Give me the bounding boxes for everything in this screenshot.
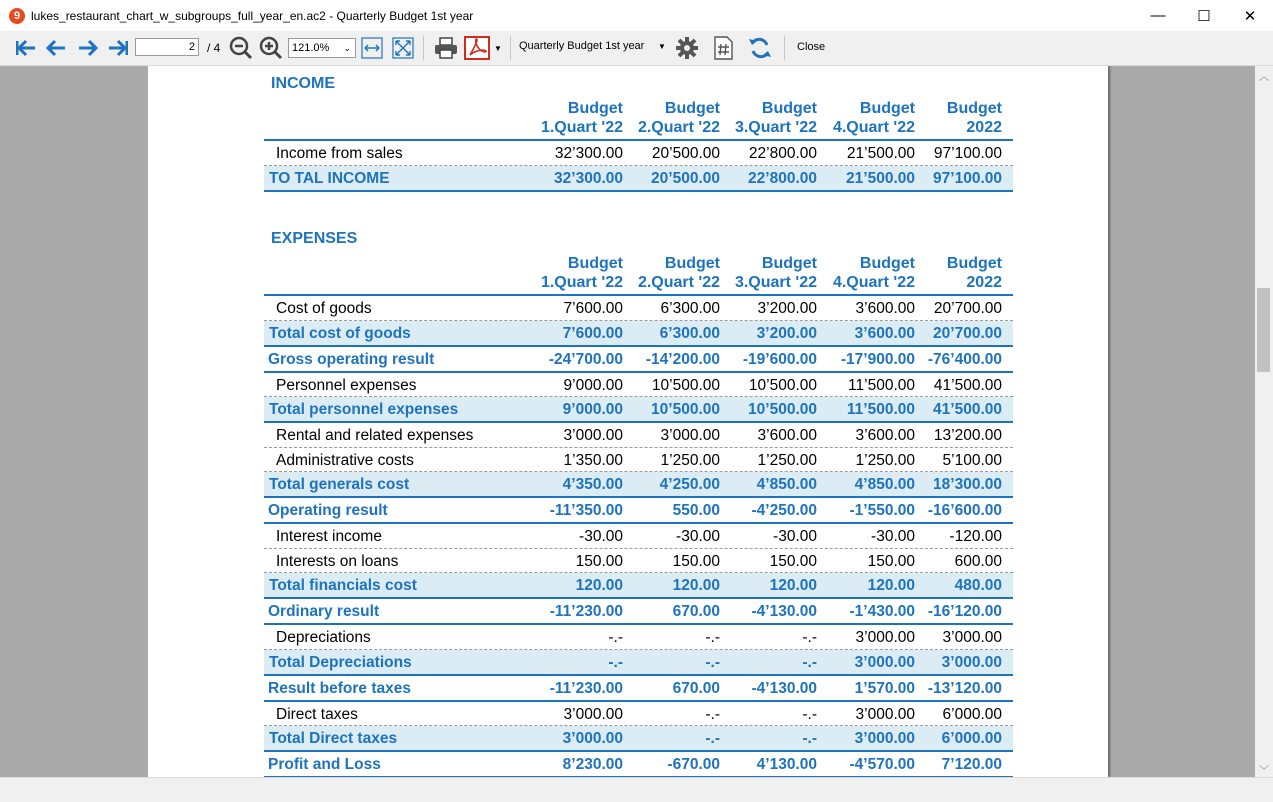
column-header [717,254,817,292]
row-value: 3’000.00 [563,427,623,444]
column-header-bottom: 2022 [966,119,1002,136]
row-value: 4’850.00 [854,476,915,493]
column-header-bottom: 1.Quart '22 [540,274,623,291]
report-name: Quarterly Budget 1st year [519,40,645,52]
row-value: -11’230.00 [549,679,623,697]
row-value: -.- [802,705,817,723]
column-header [717,99,817,137]
table-row [264,524,1013,548]
arrow-left-icon [45,39,67,57]
row-label: Administrative costs [276,451,414,469]
title-bar [0,0,1273,31]
row-value: -11’230.00 [549,603,623,620]
row-value: -.- [705,730,720,747]
column-header-top: Budget [664,255,720,272]
row-value: 8’230.00 [562,756,623,773]
row-value: 480.00 [954,577,1002,594]
column-header-bottom: 1.Quart '22 [540,119,623,136]
column-header-top: Budget [761,100,817,117]
total-row [264,472,1013,496]
row-value: 20’500.00 [651,145,720,162]
row-label: Direct taxes [276,705,358,723]
row-value: 3’600.00 [854,324,915,342]
table-row [264,141,1013,165]
row-value: 4’250.00 [659,476,720,493]
row-value: -1’550.00 [849,502,915,519]
row-value: 4’850.00 [756,476,817,493]
zoom-out-icon [229,36,253,60]
fit-page-icon [392,37,414,59]
window-title: lukes_restaurant_chart_w_subgroups_full_year_en.ac2 - Quarterly Budget 1st year [31,8,474,23]
last-page-icon [107,39,129,57]
column-header-top: Budget [946,100,1002,117]
zoom-in-icon [259,36,283,60]
row-value: 13’200.00 [933,427,1002,444]
zoom-in-button[interactable] [259,36,283,60]
table-row [264,448,1013,472]
row-value: 3’200.00 [756,324,817,342]
row-value: 150.00 [769,552,817,570]
row-value: 6’000.00 [942,705,1002,723]
row-label: Depreciations [276,629,371,646]
row-value: 10’500.00 [748,376,817,394]
row-value: 670.00 [672,603,720,620]
row-value: 7’600.00 [562,324,623,342]
column-header-bottom: 3.Quart '22 [734,274,817,291]
page-total: / 4 [207,41,221,55]
column-header-bottom: 2.Quart '22 [637,119,720,136]
app-logo-icon: 9 [9,8,25,24]
export-pdf-button[interactable] [464,36,490,60]
row-value: -30.00 [579,528,623,545]
row-label: Interest income [276,528,382,545]
row-value: -14’200.00 [645,350,720,368]
row-value: -.- [802,653,817,671]
page-number-input[interactable]: 2 [135,38,199,56]
result-row [264,347,1013,371]
result-row [264,599,1013,623]
chevron-down-icon: ▼ [658,42,666,51]
row-value: 22’800.00 [748,169,817,187]
column-header-bottom: 2022 [966,274,1002,291]
row-value: -670.00 [667,756,720,773]
row-value: 18’300.00 [933,476,1002,493]
column-header [902,254,1002,292]
toolbar-separator [510,36,511,60]
row-label: Personnel expenses [276,376,417,394]
row-value: 10’500.00 [651,376,720,394]
close-button[interactable]: Close [797,41,826,53]
row-value: 3’000.00 [854,653,915,671]
row-label: Income from sales [276,145,403,162]
row-label: Rental and related expenses [276,427,474,444]
row-value: -.- [802,629,817,646]
row-label: Total financials cost [269,577,417,594]
row-value: 4’130.00 [756,756,817,773]
document-viewport[interactable] [0,66,1255,777]
row-value: 1’250.00 [855,451,915,469]
row-value: 3’000.00 [855,629,915,646]
refresh-button[interactable] [747,36,773,60]
previous-page-button[interactable] [44,37,68,59]
vertical-scrollbar[interactable] [1255,66,1273,777]
table-row [264,702,1013,726]
column-header-top: Budget [859,100,915,117]
column-header-bottom: 3.Quart '22 [734,119,817,136]
row-value: 21’500.00 [846,169,915,187]
row-value: 41’500.00 [933,401,1002,418]
row-value: 7’600.00 [563,300,623,317]
row-value: 41’500.00 [933,376,1002,394]
row-value: 670.00 [672,679,720,697]
row-value: 120.00 [575,577,623,594]
row-label: Profit and Loss [268,756,381,773]
minimize-button[interactable]: — [1150,7,1166,24]
column-header-bottom: 2.Quart '22 [637,274,720,291]
row-value: 11’500.00 [846,401,915,418]
report-select[interactable] [519,40,666,52]
page-number-icon [712,36,734,60]
row-label: Gross operating result [268,350,435,368]
row-value: 97’100.00 [933,169,1002,187]
row-value: 150.00 [672,552,720,570]
row-value: 120.00 [672,577,720,594]
result-row [264,676,1013,700]
row-value: -4’250.00 [751,502,817,519]
first-page-button[interactable] [14,37,38,59]
row-value: 22’800.00 [748,145,817,162]
page-number-settings-button[interactable] [712,36,734,60]
row-value: 120.00 [769,577,817,594]
row-value: 9’000.00 [563,376,623,394]
row-value: -13’120.00 [927,679,1002,697]
row-value: -30.00 [773,528,817,545]
row-value: -24’700.00 [548,350,623,368]
row-label: TO TAL INCOME [269,169,390,187]
row-label: Ordinary result [268,603,380,620]
row-value: 6’300.00 [660,300,720,317]
row-value: 3’600.00 [757,427,817,444]
row-value: 3’000.00 [854,730,915,747]
row-value: 10’500.00 [748,401,817,418]
column-header [523,99,623,137]
column-header [815,99,915,137]
row-value: 5’100.00 [942,451,1002,469]
row-value: 1’570.00 [854,679,915,697]
scrollbar-thumb[interactable] [1257,288,1270,372]
close-window-button[interactable]: ✕ [1243,7,1257,25]
total-row [264,726,1013,750]
row-value: 32’300.00 [554,169,623,187]
print-button[interactable] [433,36,459,60]
row-label: Result before taxes [268,679,411,697]
row-value: -30.00 [676,528,720,545]
column-header-top: Budget [567,255,623,272]
group-rule [264,190,1013,192]
row-value: 1’250.00 [660,451,720,469]
row-value: -.- [705,629,720,646]
row-value: 3’000.00 [563,705,623,723]
column-header [620,99,720,137]
table-row [264,296,1013,320]
fit-width-button[interactable] [361,37,383,59]
row-value: 3’000.00 [942,629,1002,646]
row-value: 3’200.00 [757,300,817,317]
result-row [264,498,1013,522]
row-value: -.- [802,730,817,747]
column-header-bottom: 4.Quart '22 [832,274,915,291]
column-header [620,254,720,292]
report-page [148,66,1108,777]
row-value: 600.00 [954,552,1002,570]
row-value: -.- [608,629,623,646]
last-page-button[interactable] [106,37,130,59]
row-value: 97’100.00 [933,145,1002,162]
row-label: Total Direct taxes [269,730,398,747]
row-value: 10’500.00 [651,401,720,418]
row-label: Operating result [268,502,388,519]
expenses-section-title: EXPENSES [271,230,358,247]
toolbar-separator [784,36,785,60]
row-value: 150.00 [867,552,915,570]
row-value: 4’350.00 [562,476,623,493]
row-value: 3’000.00 [941,653,1002,671]
row-value: 21’500.00 [846,145,915,162]
income-section-title: INCOME [271,75,335,92]
total-row [264,573,1013,597]
column-header-top: Budget [567,100,623,117]
column-header-top: Budget [761,255,817,272]
row-value: 1’350.00 [563,451,623,469]
row-label: Total cost of goods [269,324,411,342]
row-value: -76’400.00 [927,350,1002,368]
row-value: 3’000.00 [855,705,915,723]
result-row [264,752,1013,776]
row-value: 3’600.00 [855,427,915,444]
row-value: -19’600.00 [742,350,817,368]
row-label: Total Depreciations [269,653,412,671]
table-row [264,423,1013,447]
total-row [264,650,1013,674]
row-value: 9’000.00 [562,401,623,418]
row-label: Cost of goods [276,300,372,317]
total-row [264,397,1013,421]
table-row [264,549,1013,573]
toolbar [0,31,1273,66]
row-value: 20’500.00 [651,169,720,187]
row-value: -16’600.00 [927,502,1002,519]
column-header-top: Budget [946,255,1002,272]
fit-page-button[interactable] [392,37,414,59]
scroll-up-icon[interactable]: ︿ [1259,72,1269,83]
row-value: 1’250.00 [757,451,817,469]
row-value: 550.00 [672,502,720,519]
row-label: Total personnel expenses [269,401,459,418]
row-value: 32’300.00 [554,145,623,162]
chevron-down-icon: ⌄ [343,43,351,53]
row-value: -.- [705,705,720,723]
row-label: Total generals cost [269,476,410,493]
column-header-top: Budget [664,100,720,117]
row-value: -.- [608,653,623,671]
row-value: -30.00 [871,528,915,545]
status-bar [0,777,1273,802]
zoom-value: 121.0% [292,42,330,54]
next-page-button[interactable] [76,37,100,59]
row-value: 6’000.00 [941,730,1002,747]
row-value: 3’000.00 [660,427,720,444]
row-value: -120.00 [949,528,1002,545]
row-value: 11’500.00 [848,376,915,394]
table-row [264,625,1013,649]
maximize-button[interactable]: ☐ [1197,7,1211,25]
first-page-icon [15,39,37,57]
row-value: 6’300.00 [659,324,720,342]
refresh-icon [747,36,773,60]
row-value: 20’700.00 [933,324,1002,342]
row-value: 3’600.00 [855,300,915,317]
column-header [523,254,623,292]
settings-button[interactable] [675,36,699,60]
row-value: 150.00 [575,552,623,570]
row-label: Interests on loans [276,552,399,570]
column-header-top: Budget [859,255,915,272]
toolbar-separator [423,36,424,60]
row-value: 20’700.00 [933,300,1002,317]
row-value: -16’120.00 [927,603,1002,620]
row-value: -1’430.00 [849,603,915,620]
row-value: -.- [705,653,720,671]
row-value: -4’570.00 [849,756,915,773]
fit-width-icon [361,37,383,59]
row-value: 120.00 [867,577,915,594]
row-value: -4’130.00 [751,679,817,697]
row-value: -17’900.00 [840,350,915,368]
printer-icon [433,36,459,60]
row-value: -4’130.00 [751,603,817,620]
pdf-icon [464,36,490,60]
total-row [264,166,1013,190]
zoom-out-button[interactable] [229,36,253,60]
column-header-bottom: 4.Quart '22 [832,119,915,136]
gear-icon [675,36,699,60]
row-value: 3’000.00 [562,730,623,747]
arrow-right-icon [77,39,99,57]
scroll-down-icon[interactable]: ﹀ [1259,766,1269,777]
column-header [815,254,915,292]
table-row [264,373,1013,397]
zoom-select[interactable] [288,38,356,58]
export-dropdown-icon[interactable]: ▼ [494,43,502,53]
row-value: -11’350.00 [549,502,623,519]
total-row [264,321,1013,345]
column-header [902,99,1002,137]
row-value: 7’120.00 [941,756,1002,773]
